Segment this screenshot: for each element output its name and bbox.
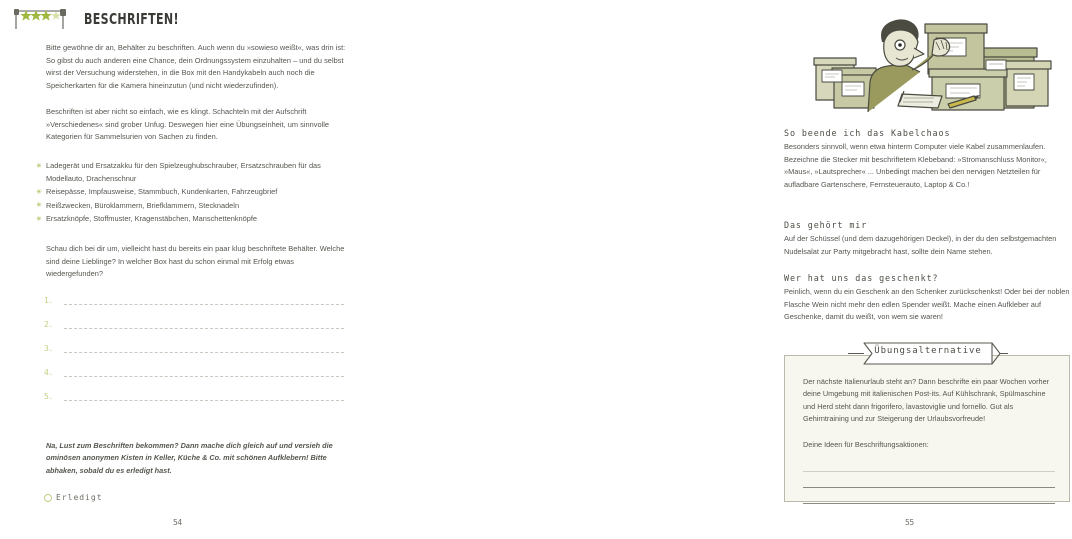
exercise-alternative-box: [784, 355, 1070, 502]
bullet-icon: ✳: [36, 162, 42, 170]
alt-box-write-in-lines[interactable]: [803, 456, 1055, 504]
list-item: [36, 213, 351, 226]
line-number: 1.: [44, 296, 53, 305]
section-body: Auf der Schüssel (und dem dazugehörigen Deckel), in der du den selbstgemachten Nudelsalat zur Party mitgebracht hast, sollte dein Name stehen.: [784, 234, 1057, 256]
done-checkbox-row[interactable]: [44, 493, 103, 502]
list-item-label: Reißzwecken, Büroklammern, Briefklammern, Stecknadeln: [46, 200, 240, 210]
checkbox-circle-icon[interactable]: [44, 494, 52, 502]
list-item: [36, 200, 351, 213]
list-item-label: Ladegerät und Ersatzakku für den Spielzeughubschrauber, Ersatzschrauben für das Modellauto, Drachenschnur: [46, 161, 321, 183]
person-labeling-boxes-icon: [808, 12, 1066, 120]
section-das-gehoert-mir: [784, 220, 1072, 258]
write-in-rule[interactable]: [64, 400, 344, 401]
section-heading: So beende ich das Kabelchaos: [784, 128, 951, 138]
answer-line-2[interactable]: [44, 320, 344, 344]
task-paragraph: Schau dich bei dir um, vielleicht hast du bereits ein paar klug beschriftete Behälter. Welche sind deine Lieblinge? In welcher Box hast du schon einmal mit Erfolg etwas wiedergefunden?: [46, 244, 345, 279]
write-in-rule[interactable]: [64, 376, 344, 377]
left-page: [0, 0, 360, 539]
answer-line-4[interactable]: [44, 368, 344, 392]
answer-lines-group: [44, 296, 344, 416]
section-heading: Wer hat uns das geschenkt?: [784, 273, 939, 283]
section-body: Peinlich, wenn du ein Geschenk an den Schenker zurückschenkst! Oder bei der noblen Flasche Wein nicht mehr den edlen Spender weißt. Mache einen Aufkleber auf Geschenke, damit du weißt, von wem sie waren!: [784, 287, 1070, 322]
section-body: Besonders sinnvoll, wenn etwa hinterm Computer viele Kabel zusammenlaufen. Bezeichne die Stecker mit beschriftetem Klebeband: »Stromanschluss Monitor«, »Maus«, »Lautsprecher« ... Unbedingt machen bei den nervigen Netzteilen für aufladbare Gartenschere, Fernsteuerauto, Laptop & Co.!: [784, 142, 1047, 189]
closing-note: Na, Lust zum Beschriften bekommen? Dann mache dich gleich auf und versieh die ominösen anonymen Kisten in Keller, Küche & Co. mit schönen Aufklebern! Bitte abhaken, sobald du es erledigt hast.: [46, 441, 333, 475]
category-examples-list: [36, 160, 351, 227]
section-heading: Das gehört mir: [784, 220, 868, 230]
line-number: 3.: [44, 344, 53, 353]
alt-box-prompt: Deine Ideen für Beschriftungsaktionen:: [803, 440, 929, 449]
bullet-icon: ✳: [36, 202, 42, 210]
star-icon: [20, 10, 52, 21]
section-wer-hat-uns-das-geschenkt: [784, 273, 1072, 324]
list-item: [36, 186, 351, 199]
done-label: Erledigt: [56, 493, 103, 502]
right-page: [360, 0, 1070, 539]
bullet-icon: ✳: [36, 188, 42, 196]
section-kabelchaos: [784, 128, 1072, 191]
page-title: BESCHRIFTEN!: [84, 10, 179, 28]
answer-line-1[interactable]: [44, 296, 344, 320]
intro-paragraph-2: Beschriften ist aber nicht so einfach, wie es klingt. Schachteln mit der Aufschrift »Verschiedenes« sind grober Unfug. Deswegen hier eine Übungseinheit, um sinnvolle Kategorien für Sammelsurien von Sachen zu finden.: [46, 107, 330, 142]
write-in-rule[interactable]: [64, 328, 344, 329]
line-number: 4.: [44, 368, 53, 377]
chapter-header: [14, 6, 354, 36]
alt-banner-label: Übungsalternative: [874, 346, 982, 356]
line-number: 2.: [44, 320, 53, 329]
write-in-rule[interactable]: [803, 488, 1055, 504]
write-in-rule[interactable]: [64, 352, 344, 353]
write-in-rule[interactable]: [803, 472, 1055, 488]
page-number-left: 54: [173, 518, 182, 527]
list-item-label: Ersatzknöpfe, Stoffmuster, Kragenstäbchen, Manschettenknöpfe: [46, 214, 258, 224]
answer-line-3[interactable]: [44, 344, 344, 368]
list-item: [36, 160, 351, 185]
write-in-rule[interactable]: [803, 456, 1055, 472]
write-in-rule[interactable]: [64, 304, 344, 305]
exercise-alternative-banner: [848, 341, 1008, 366]
bullet-icon: ✳: [36, 215, 42, 223]
answer-line-5[interactable]: [44, 392, 344, 416]
list-item-label: Reisepässe, Impfausweise, Stammbuch, Kundenkarten, Fahrzeugbrief: [46, 187, 278, 197]
alt-box-body: Der nächste Italienurlaub steht an? Dann beschrifte ein paar Wochen vorher deine Umgebung mit italienischen Post-its. Auf Kühlschrank, Spülmaschine und Herd steht dann frigorifero, lavastoviglie und fornello. Gut als Gehirntraining und zur Steigerung der Urlaubsvorfreude!: [803, 377, 1050, 424]
intro-paragraph-1: Bitte gewöhne dir an, Behälter zu beschriften. Auch wenn du »sowieso weißt«, was drin ist: So gibst du auch anderen eine Chance, dein Ordnungssystem einzuhalten – und du selbst wirst der Versuchung widerstehen, in die Box mit den Handykabeln auch noch die Speicherkarten für die Kamera hineinzutun (und nicht wiederzufinden).: [46, 43, 346, 90]
page-number-right: 55: [905, 518, 914, 527]
line-number: 5.: [44, 392, 53, 401]
star-rating-frame: [14, 7, 72, 32]
